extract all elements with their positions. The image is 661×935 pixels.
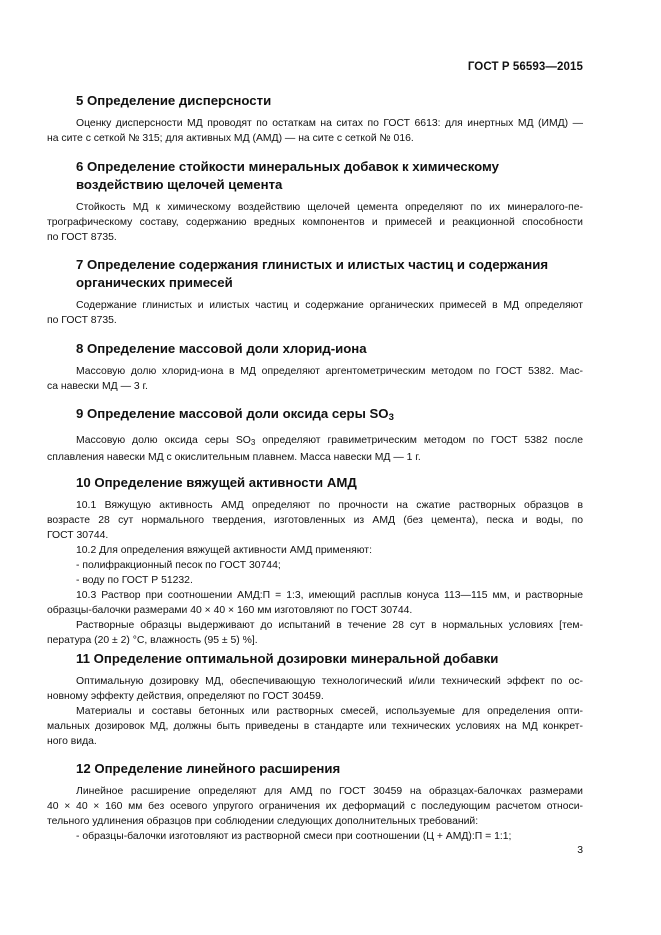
section-7-text (47, 298, 583, 328)
section-12-text (47, 784, 583, 844)
text-line: - полифракционный песок по ГОСТ 30744; (76, 560, 281, 571)
text-line: трографическому составу, содержанию вредных компонентов и примесей и реакционной способности (47, 217, 583, 228)
text-line: на сите с сеткой № 315; для активных МД (АМД) — на сите с сеткой № 016. (47, 133, 414, 144)
text-line: по ГОСТ 8735. (47, 315, 117, 326)
text-line: са навески МД — 3 г. (47, 381, 148, 392)
text-line: возрасте 28 сут нормального твердения, изготовленных из АМД (без цемента), песка и воды, по (47, 515, 583, 526)
text-line: 10.1 Вяжущую активность АМД определяют по прочности на сжатие растворных образцов в (76, 500, 583, 511)
section-7-title (47, 256, 583, 292)
text-line: пература (20 ± 2) °С, влажность (95 ± 5) %]. (47, 635, 258, 646)
text-line: тельного удлинения образцов при соблюдении следующих дополнительных требований: (47, 816, 479, 827)
text-line: - образцы-балочки изготовляют из растворной смеси при соотношении (Ц + АМД):П = 1:1; (76, 831, 512, 842)
text-line: Материалы и составы бетонных или растворных смесей, используемые для определения опти- (76, 706, 583, 717)
text-line: Оценку дисперсности МД проводят по остаткам на ситах по ГОСТ 6613: для инертных МД (ИМД) — (76, 118, 583, 129)
section-10 (47, 474, 583, 648)
text-line: сплавления навески МД с окислительным плавнем. Масса навески МД — 1 г. (47, 452, 421, 463)
text-line: мальных дозировок МД, должны быть приведены в стандарте или технических условиях на МД конкрет- (47, 721, 583, 732)
section-7 (47, 256, 583, 328)
text-line: 40 × 40 × 160 мм без осевого упругого ограничения их деформаций с последующим расчетом относи- (47, 801, 583, 812)
text-line: Растворные образцы выдерживают до испытаний в течение 28 сут в нормальных условиях [тем- (76, 620, 583, 631)
text-line: Линейное расширение определяют для АМД по ГОСТ 30459 на образцах-балочках размерами (76, 786, 583, 797)
text-line: ГОСТ 30744. (47, 530, 109, 541)
text-line: образцы-балочки размерами 40 × 40 × 160 мм изготовляют по ГОСТ 30744. (47, 605, 413, 616)
section-8-text (47, 364, 583, 394)
text-line: - воду по ГОСТ Р 51232. (76, 575, 193, 586)
section-6-text (47, 200, 583, 245)
text-line (47, 433, 583, 450)
document-code-header: ГОСТ Р 56593—2015 (467, 61, 583, 73)
title-line: воздействию щелочей цемента (76, 177, 283, 192)
section-11 (47, 650, 583, 749)
text-line: ного вида. (47, 736, 97, 747)
title-text: 9 Определение массовой доли оксида серы SO (76, 406, 389, 421)
text-line: Оптимальную дозировку МД, обеспечивающую технологический и/или технический эффект по ос- (76, 676, 583, 687)
text-part: Массовую долю оксида серы SO (76, 435, 251, 446)
section-8-title: 8 Определение массовой доли хлорид-иона (76, 341, 367, 356)
section-5-title: 5 Определение дисперсности (76, 93, 272, 108)
section-9 (47, 405, 583, 465)
text-line: новному эффекту действия, определяют по ГОСТ 30459. (47, 691, 324, 702)
text-part: определяют гравиметрическим методом по ГОСТ 5382 после (255, 435, 583, 446)
section-12 (47, 760, 583, 844)
section-8 (47, 340, 583, 394)
section-6-title (47, 158, 583, 194)
text-line: 10.3 Раствор при соотношении АМД:П = 1:3, имеющий расплыв конуса 113—115 мм, и растворные (76, 590, 583, 601)
text-line: Массовую долю хлорид-иона в МД определяют аргентометрическим методом по ГОСТ 5382. Мас- (76, 366, 583, 377)
section-10-title: 10 Определение вяжущей активности АМД (76, 475, 357, 490)
text-line: по ГОСТ 8735. (47, 232, 117, 243)
section-12-title: 12 Определение линейного расширения (76, 761, 341, 776)
title-line: 6 Определение стойкости минеральных добавок к химическому (76, 159, 499, 174)
section-9-text (47, 433, 583, 465)
section-11-title: 11 Определение оптимальной дозировки минеральной добавки (76, 651, 499, 666)
text-line: Содержание глинистых и илистых частиц и содержание органических примесей в МД определяют (76, 300, 583, 311)
page-number: 3 (577, 845, 583, 856)
title-line: 7 Определение содержания глинистых и илистых частиц и содержания (76, 257, 549, 272)
section-5 (47, 92, 583, 146)
subscript: 3 (388, 412, 394, 423)
section-9-title (47, 405, 583, 427)
subscript: 3 (250, 438, 256, 447)
section-10-text (47, 498, 583, 648)
text-line: Стойкость МД к химическому воздействию щелочей цемента определяют по их минералого-пе- (76, 202, 583, 213)
section-5-text (47, 116, 583, 146)
section-6 (47, 158, 583, 245)
section-11-text (47, 674, 583, 749)
text-line: 10.2 Для определения вяжущей активности АМД применяют: (76, 545, 372, 556)
title-line: органических примесей (76, 275, 233, 290)
